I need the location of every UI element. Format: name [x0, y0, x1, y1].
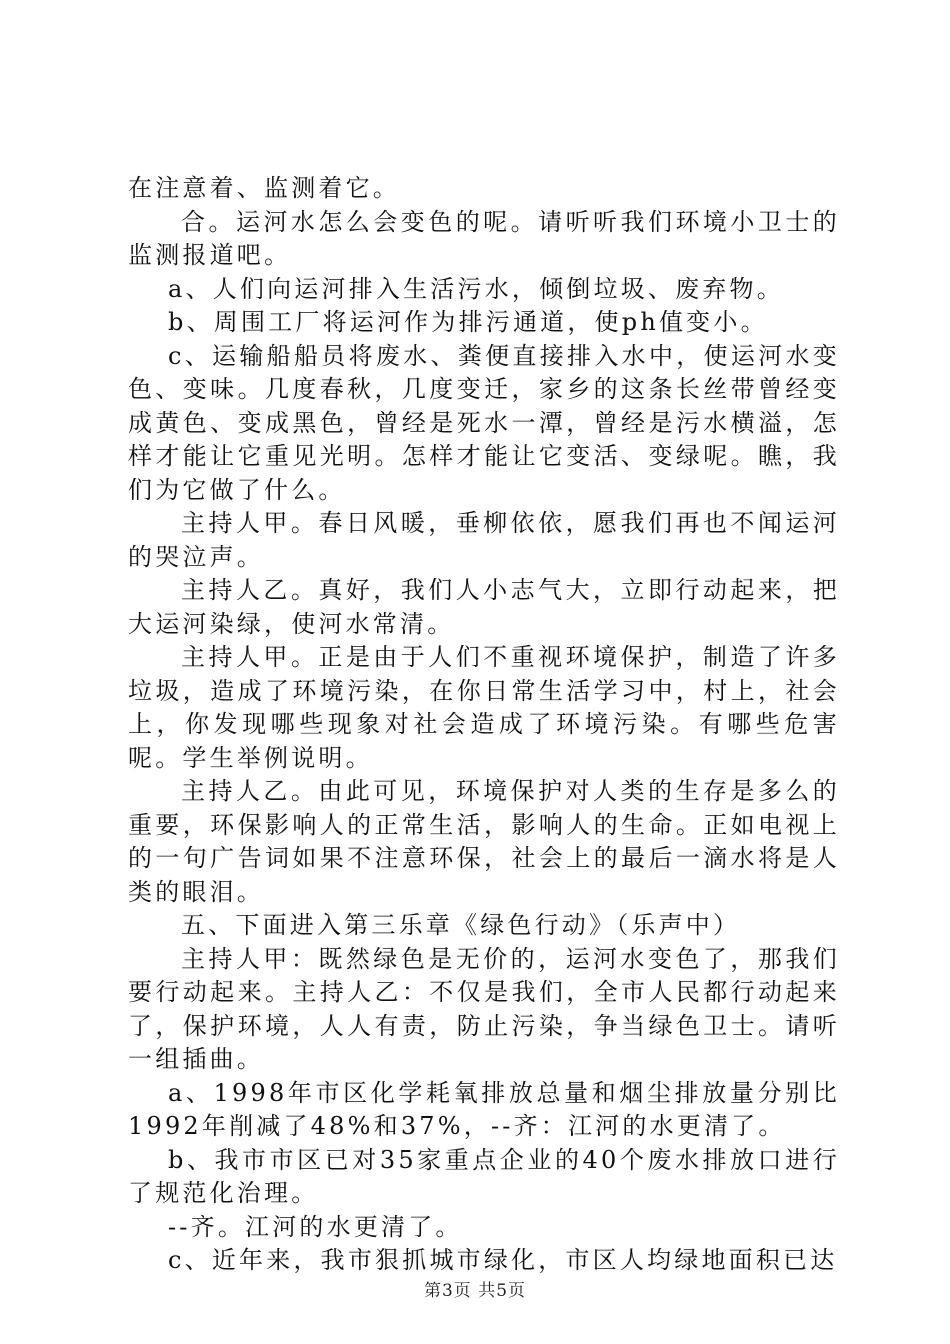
- paragraph: --齐。江河的水更清了。: [168, 1212, 463, 1241]
- paragraph: 合。运河水怎么会变色的呢。请听听我们环境小卫士的监测报道吧。: [128, 207, 840, 269]
- list-item: c、近年来，我市狠抓城市绿化，市区人均绿地面积已达: [168, 1246, 838, 1274]
- page-footer: 第3页 共5页: [423, 1281, 527, 1301]
- document-body: [128, 172, 840, 1278]
- list-item: a、1998年市区化学耗氧排放总量和烟尘排放量分别比1992年削减了48%和37%，--齐：江河的水更清了。: [128, 1078, 840, 1140]
- paragraph: 在注意着、监测着它。: [128, 174, 400, 202]
- paragraph: 主持人甲：既然绿色是无价的，运河水变色了，那我们要行动起来。主持人乙：不仅是我们，全市人民都行动起来了，保护环境，人人有责，防止污染，争当绿色卫士。请听一组插曲。: [128, 944, 840, 1073]
- list-item: b、我市市区已对35家重点企业的40个废水排放口进行了规范化治理。: [128, 1145, 840, 1207]
- paragraph: 主持人甲。正是由于人们不重视环境保护，制造了许多垃圾，造成了环境污染，在你日常生活学习中，村上，社会上，你发现哪些现象对社会造成了环境污染。有哪些危害呢。学生举例说明。: [128, 643, 840, 772]
- paragraph: 主持人甲。春日风暖，垂柳依依，愿我们再也不闻运河的哭泣声。: [128, 509, 840, 571]
- paragraph: 主持人乙。由此可见，环境保护对人类的生存是多么的重要，环保影响人的正常生活，影响人的生命。正如电视上的一句广告词如果不注意环保，社会上的最后一滴水将是人类的眼泪。: [128, 777, 840, 906]
- list-item: a、人们向运河排入生活污水，倾倒垃圾、废弃物。: [168, 274, 784, 303]
- list-item: b、周围工厂将运河作为排污通道，使ph值变小。: [168, 308, 768, 336]
- paragraph: 主持人乙。真好，我们人小志气大，立即行动起来，把大运河染绿，使河水常清。: [128, 576, 840, 638]
- list-item: c、运输船船员将废水、粪便直接排入水中，使运河水变色、变味。几度春秋，几度变迁，家乡的这条长丝带曾经变成黄色、变成黑色，曾经是死水一潭，曾经是污水横溢，怎样才能让它重见光明。怎样才能让它变活、变绿呢。瞧，我们为它做了什么。: [128, 341, 840, 504]
- section-heading: 五、下面进入第三乐章《绿色行动》（乐声中）: [181, 911, 741, 939]
